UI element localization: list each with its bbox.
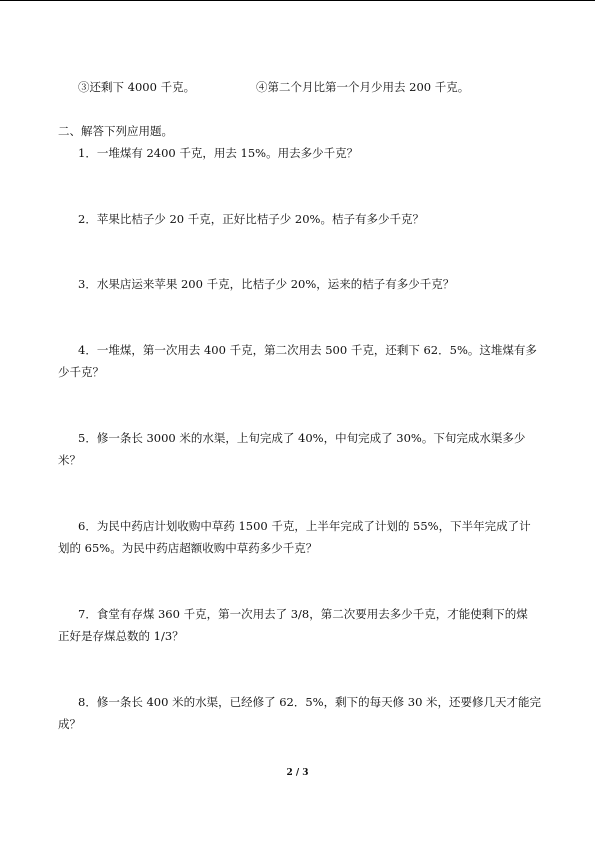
problem-6-line-2: 划的 65%。为民中药店超额收购中草药多少千克？ [58, 541, 318, 555]
problem-7-line-1: 7．食堂有存煤 360 千克，第一次用去了 3/8，第二次要用去多少千克，才能使剩下的煤 [78, 607, 528, 621]
problem-4-line-2: 少千克？ [58, 365, 104, 379]
problem-7-line-2: 正好是存煤总数的 1/3？ [58, 629, 184, 643]
section-title: 二、解答下列应用题。 [58, 124, 173, 138]
problem-2: 2．苹果比桔子少 20 千克，正好比桔子少 20%。桔子有多少千克？ [78, 212, 424, 226]
problem-8-line-2: 成？ [58, 717, 81, 731]
problem-5-line-1: 5．修一条长 3000 米的水渠，上旬完成了 40%，中旬完成了 30%。下旬完成水渠多少 [78, 431, 526, 445]
top-border-line [0, 0, 595, 1]
option-4: ④第二个月比第一个月少用去 200 千克。 [256, 80, 470, 94]
page-number: 2 / 3 [286, 768, 309, 778]
problem-5-line-2: 米？ [58, 453, 81, 467]
problem-3: 3．水果店运来苹果 200 千克，比桔子少 20%，运来的桔子有多少千克？ [78, 277, 455, 291]
problem-1: 1．一堆煤有 2400 千克，用去 15%。用去多少千克？ [78, 146, 359, 160]
option-3: ③还剩下 4000 千克。 [78, 80, 196, 94]
problem-6-line-1: 6．为民中药店计划收购中草药 1500 千克，上半年完成了计划的 55%，下半年完成了计 [78, 519, 531, 533]
problem-8-line-1: 8．修一条长 400 米的水渠，已经修了 62．5%，剩下的每天修 30 米，还要修几天才能完 [78, 695, 542, 709]
problem-4-line-1: 4．一堆煤，第一次用去 400 千克，第二次用去 500 千克，还剩下 62．5%。这堆煤有多 [78, 343, 537, 357]
